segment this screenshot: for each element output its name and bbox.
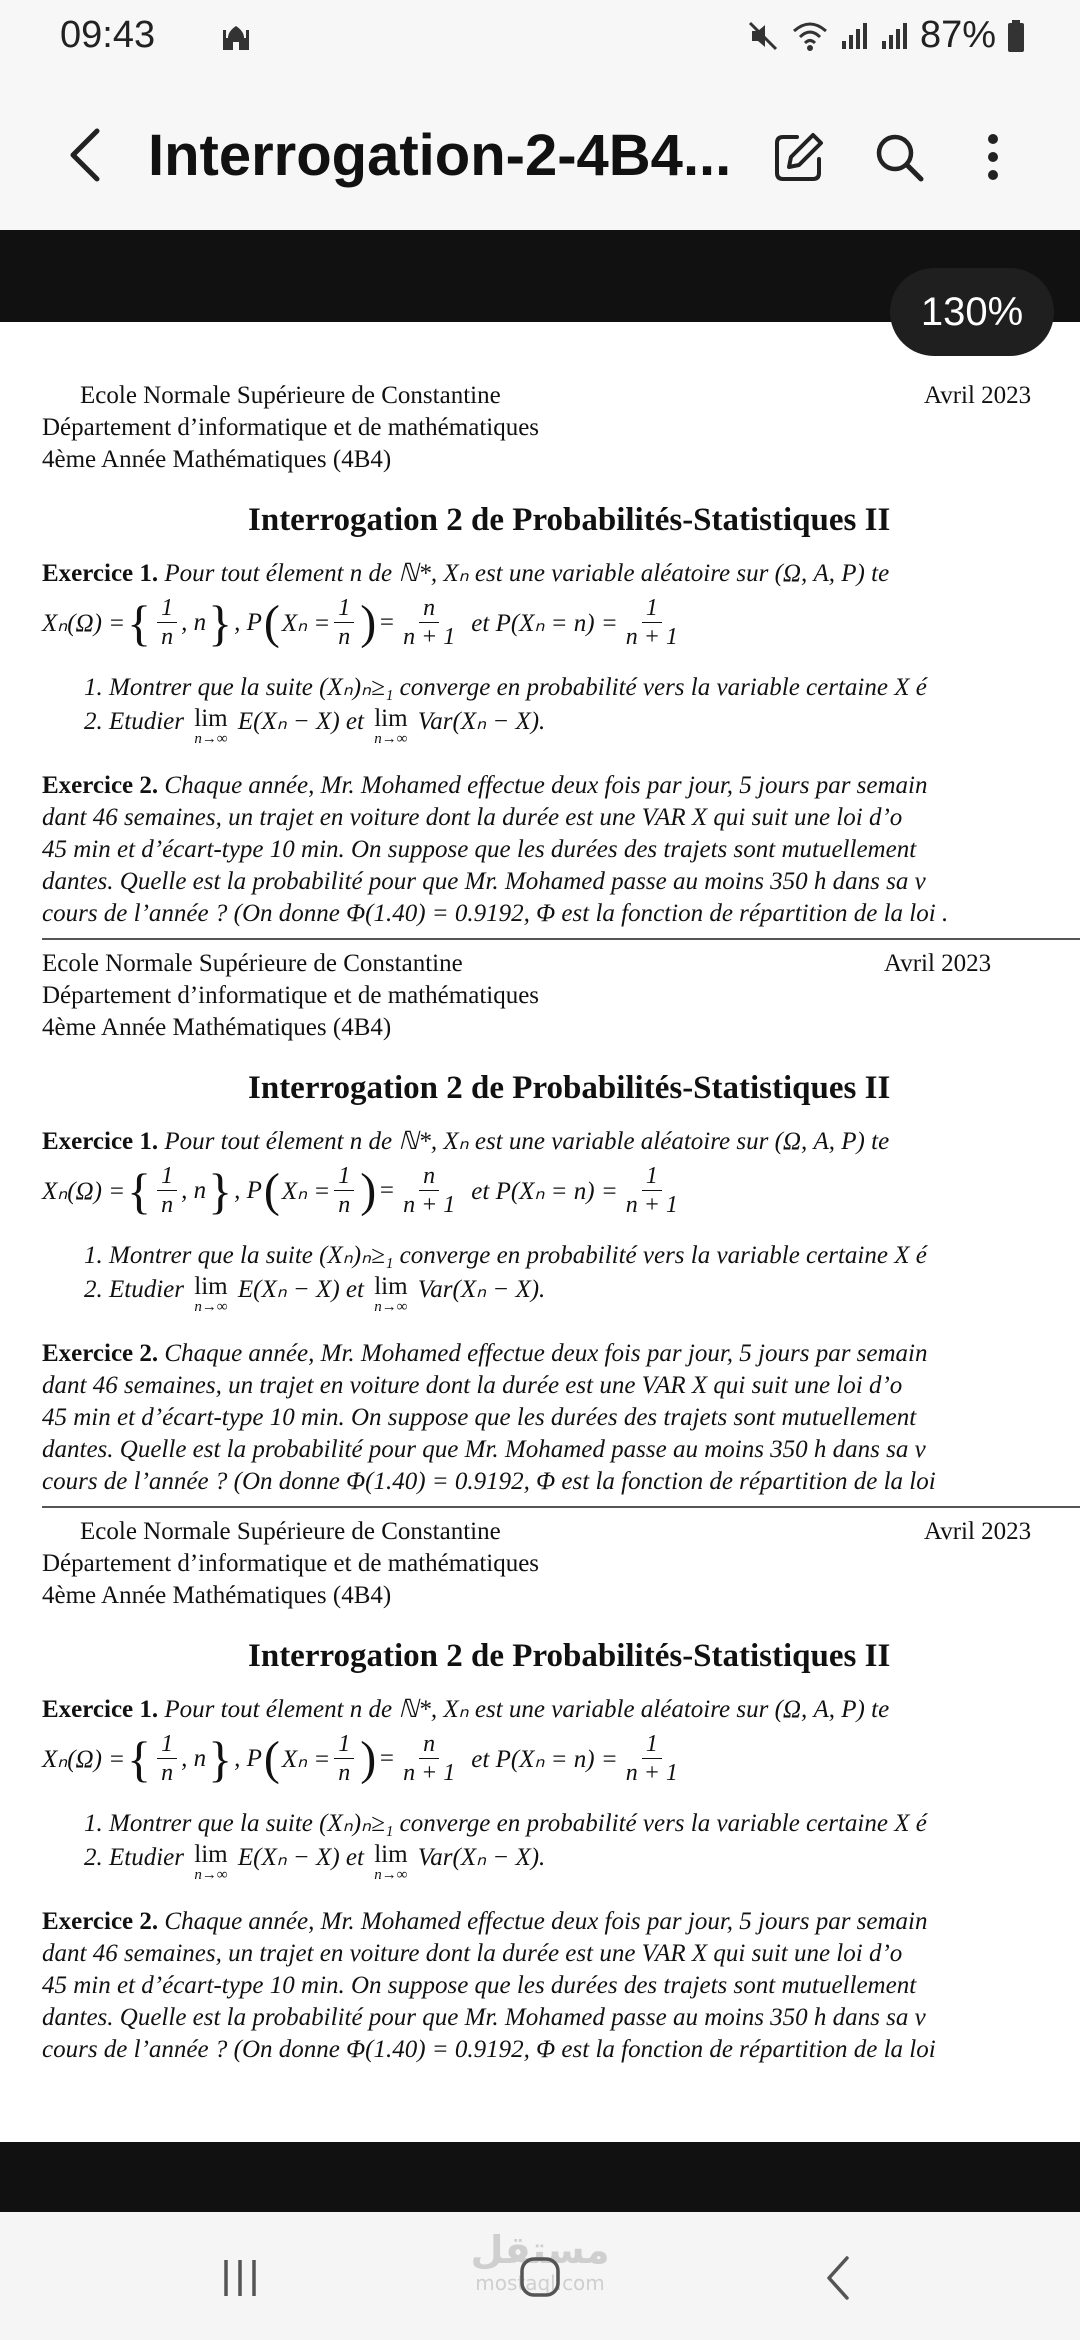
search-icon xyxy=(873,131,925,183)
exercise-2-line-3: 45 min et d’écart-type 10 min. On suppose que les durées des trajets sont mutuellement xyxy=(42,1404,917,1431)
exercise-1-equation: Xₙ(Ω) = { $\frac{1}{n}$ , n } , P ( Xₙ = $\frac{1}{n}$ ) = $\frac{n}{n + 1}$ et P(Xₙ = n) = $\frac{1}{n + 1}$ xyxy=(42,594,678,651)
edit-icon xyxy=(773,131,825,183)
exercise-2-line-1: Exercice 2. Chaque année, Mr. Mohamed effectue deux fois par jour, 5 jours par semain xyxy=(42,1340,928,1367)
exam-date: Avril 2023 xyxy=(924,1518,1032,1545)
pdf-page xyxy=(0,322,1080,2142)
class-year: 4ème Année Mathématiques (4B4) xyxy=(42,1582,392,1609)
exercise-1-label: Exercice 1. xyxy=(42,1696,159,1723)
back-nav-icon xyxy=(823,2254,853,2302)
exercise-2-label: Exercice 2. xyxy=(42,1908,159,1935)
class-year: 4ème Année Mathématiques (4B4) xyxy=(42,446,392,473)
department-name: Département d’informatique et de mathématiques xyxy=(42,982,540,1009)
signal-icon xyxy=(880,21,910,51)
exercise-2-line-3: 45 min et d’écart-type 10 min. On suppose que les durées des trajets sont mutuellement xyxy=(42,1972,917,1999)
zoom-level-badge: 130% xyxy=(890,268,1054,356)
recents-button[interactable] xyxy=(210,2248,270,2308)
document-title: Interrogation-2-4B4... xyxy=(148,123,732,188)
exercise-2-line-3: 45 min et d’écart-type 10 min. On suppose que les durées des trajets sont mutuellement xyxy=(42,836,917,863)
exercise-2-label: Exercice 2. xyxy=(42,1340,159,1367)
system-nav-bar xyxy=(0,2212,1080,2340)
exercise-2-line-2: dant 46 semaines, un trajet en voiture dont la durée est une VAR X qui suit une loi d’o xyxy=(42,1372,903,1399)
exercise-1-equation: Xₙ(Ω) = { $\frac{1}{n}$ , n } , P ( Xₙ = $\frac{1}{n}$ ) = $\frac{n}{n + 1}$ et P(Xₙ = n) = $\frac{1}{n + 1}$ xyxy=(42,1730,678,1787)
exercise-1-intro: Exercice 1. Pour tout élement n de ℕ*, Xₙ est une variable aléatoire sur (Ω, A, P) te xyxy=(42,1128,890,1155)
exercise-2-line-5: cours de l’année ? (On donne Φ(1.40) = 0.9192, Φ est la fonction de répartition de la loi xyxy=(42,1468,936,1495)
school-name: Ecole Normale Supérieure de Constantine xyxy=(80,1518,501,1545)
edit-button[interactable] xyxy=(764,122,834,192)
status-bar xyxy=(0,0,1080,80)
battery-icon xyxy=(1006,19,1026,53)
exercise-2-line-5: cours de l’année ? (On donne Φ(1.40) = 0.9192, Φ est la fonction de répartition de la loi . xyxy=(42,900,949,927)
department-name: Département d’informatique et de mathématiques xyxy=(42,414,540,441)
exercise-2-line-4: dantes. Quelle est la probabilité pour que Mr. Mohamed passe au moins 350 h dans sa v xyxy=(42,2004,926,2031)
exercise-2-line-4: dantes. Quelle est la probabilité pour que Mr. Mohamed passe au moins 350 h dans sa v xyxy=(42,1436,926,1463)
exercise-1-intro: Exercice 1. Pour tout élement n de ℕ*, Xₙ est une variable aléatoire sur (Ω, A, P) te xyxy=(42,1696,890,1723)
home-icon xyxy=(516,2253,564,2301)
more-options-button[interactable] xyxy=(958,122,1028,192)
department-name: Département d’informatique et de mathématiques xyxy=(42,1550,540,1577)
exercise-1-question-2: 2. Etudier lim n→∞ E(Xₙ − X) et lim n→∞ Var(Xₙ − X). xyxy=(84,1841,546,1883)
exam-date: Avril 2023 xyxy=(884,950,992,977)
exercise-1-equation: Xₙ(Ω) = { $\frac{1}{n}$ , n } , P ( Xₙ = $\frac{1}{n}$ ) = $\frac{n}{n + 1}$ et P(Xₙ = n) = $\frac{1}{n + 1}$ xyxy=(42,1162,678,1219)
copy-separator xyxy=(42,1506,1080,1508)
exam-copy xyxy=(0,1518,1080,2086)
mute-icon xyxy=(746,19,780,53)
status-indicators xyxy=(746,14,1026,57)
exercise-2-line-5: cours de l’année ? (On donne Φ(1.40) = 0.9192, Φ est la fonction de répartition de la loi xyxy=(42,2036,936,2063)
exercise-1-question-1: 1. Montrer que la suite (Xₙ)ₙ≥₁ converge en probabilité vers la variable certaine X é xyxy=(84,1810,927,1837)
status-time: 09:43 xyxy=(60,14,156,56)
more-vert-icon xyxy=(983,131,1003,183)
exercise-1-question-1: 1. Montrer que la suite (Xₙ)ₙ≥₁ converge en probabilité vers la variable certaine X é xyxy=(84,674,927,701)
exercise-2-label: Exercice 2. xyxy=(42,772,159,799)
exercise-2-line-2: dant 46 semaines, un trajet en voiture dont la durée est une VAR X qui suit une loi d’o xyxy=(42,804,903,831)
exam-title: Interrogation 2 de Probabilités-Statistiques II xyxy=(248,1070,891,1106)
exercise-2-line-1: Exercice 2. Chaque année, Mr. Mohamed effectue deux fois par jour, 5 jours par semain xyxy=(42,1908,928,1935)
exam-title: Interrogation 2 de Probabilités-Statistiques II xyxy=(248,1638,891,1674)
exercise-1-label: Exercice 1. xyxy=(42,560,159,587)
back-button[interactable] xyxy=(50,120,120,190)
app-bar xyxy=(0,80,1080,230)
back-nav-button[interactable] xyxy=(808,2248,868,2308)
exercise-2-line-4: dantes. Quelle est la probabilité pour que Mr. Mohamed passe au moins 350 h dans sa v xyxy=(42,868,926,895)
exercise-1-question-1: 1. Montrer que la suite (Xₙ)ₙ≥₁ converge en probabilité vers la variable certaine X é xyxy=(84,1242,927,1269)
school-name: Ecole Normale Supérieure de Constantine xyxy=(42,950,463,977)
exercise-2-line-1: Exercice 2. Chaque année, Mr. Mohamed effectue deux fois par jour, 5 jours par semain xyxy=(42,772,928,799)
exam-copy xyxy=(0,382,1080,950)
exercise-2-line-2: dant 46 semaines, un trajet en voiture dont la durée est une VAR X qui suit une loi d’o xyxy=(42,1940,903,1967)
signal-icon xyxy=(840,21,870,51)
recents-icon xyxy=(218,2256,262,2300)
exercise-1-intro: Exercice 1. Pour tout élement n de ℕ*, Xₙ est une variable aléatoire sur (Ω, A, P) te xyxy=(42,560,890,587)
mosque-icon xyxy=(222,22,250,52)
exercise-1-label: Exercice 1. xyxy=(42,1128,159,1155)
document-viewer[interactable] xyxy=(0,230,1080,2230)
exam-date: Avril 2023 xyxy=(924,382,1032,409)
search-button[interactable] xyxy=(864,122,934,192)
viewer-bottom-margin xyxy=(0,2142,1080,2212)
copy-separator xyxy=(42,938,1080,940)
battery-percent: 87% xyxy=(919,14,996,56)
wifi-icon xyxy=(790,19,830,53)
exercise-1-question-2: 2. Etudier lim n→∞ E(Xₙ − X) et lim n→∞ Var(Xₙ − X). xyxy=(84,705,546,747)
school-name: Ecole Normale Supérieure de Constantine xyxy=(80,382,501,409)
watermark-logo: مستقل mostaql.com xyxy=(470,2228,610,2295)
exercise-1-question-2: 2. Etudier lim n→∞ E(Xₙ − X) et lim n→∞ Var(Xₙ − X). xyxy=(84,1273,546,1315)
home-button[interactable] xyxy=(505,2242,575,2312)
class-year: 4ème Année Mathématiques (4B4) xyxy=(42,1014,392,1041)
exam-title: Interrogation 2 de Probabilités-Statistiques II xyxy=(248,502,891,538)
back-arrow-icon xyxy=(65,125,105,185)
exam-copy xyxy=(0,950,1080,1518)
